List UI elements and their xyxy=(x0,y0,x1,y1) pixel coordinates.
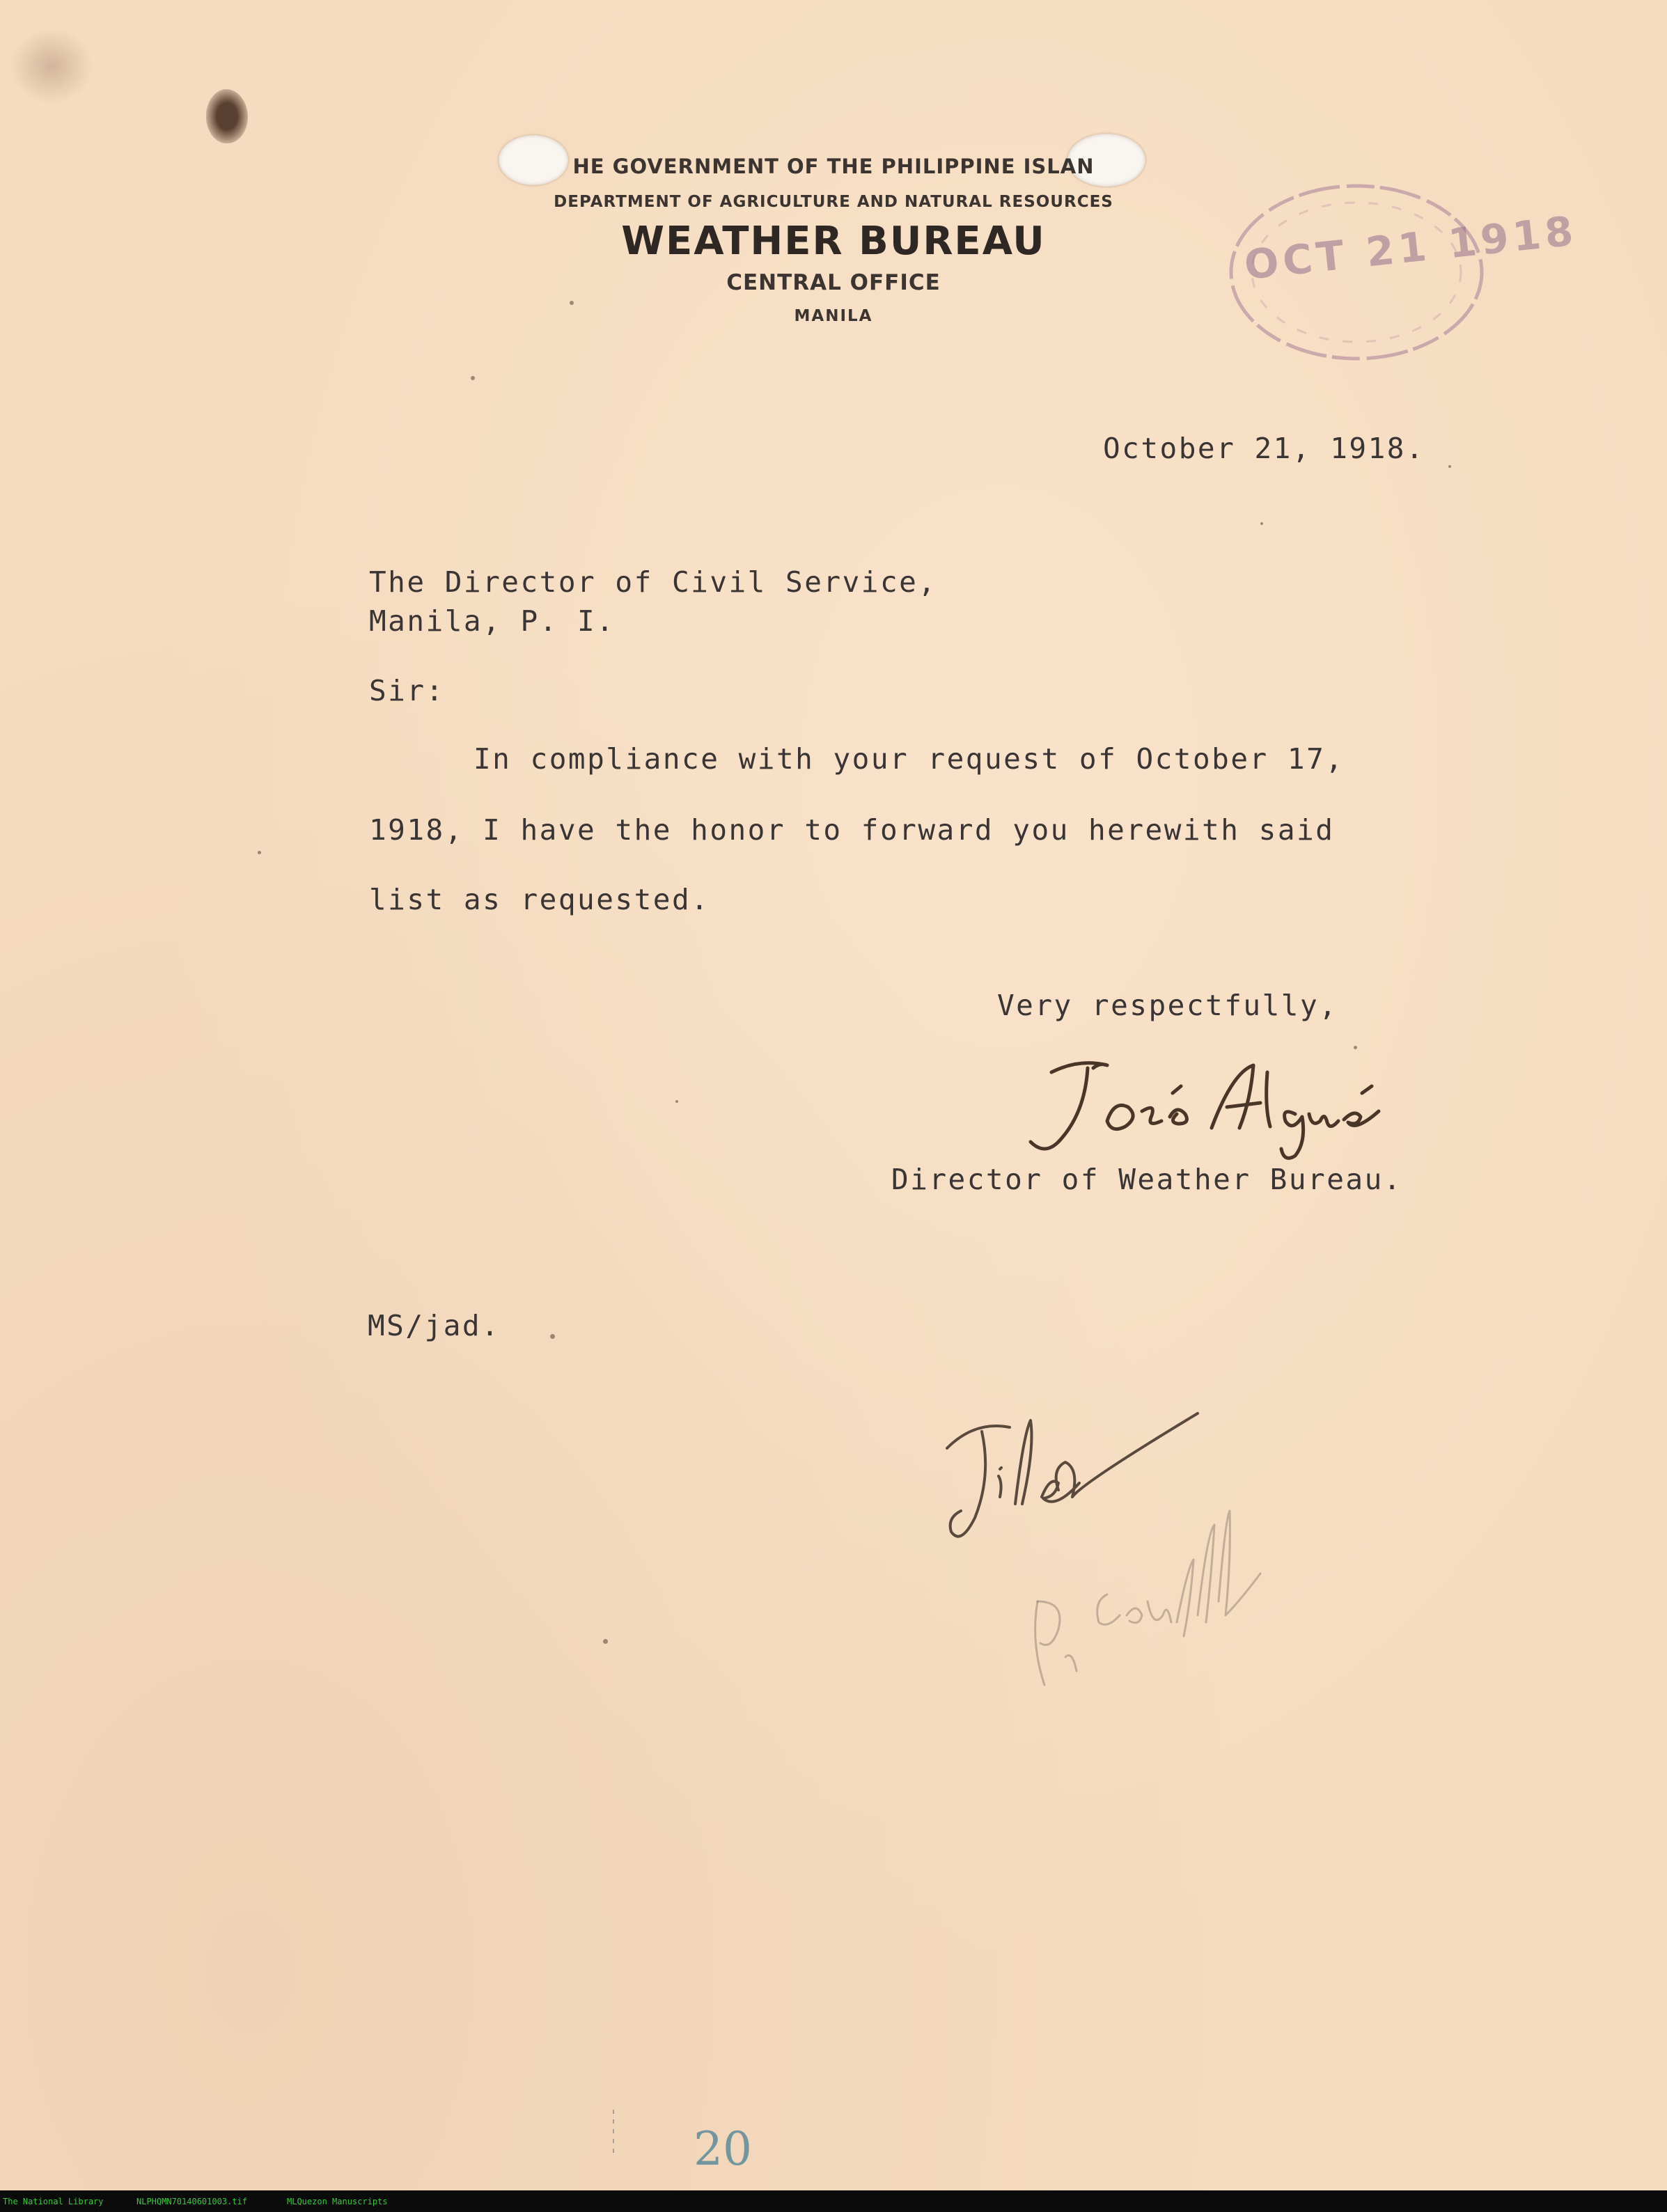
paper-speck xyxy=(570,301,574,305)
stamp-date: OCT 21 1918 xyxy=(1242,207,1580,289)
recipient-line-2: Manila, P. I. xyxy=(369,604,616,638)
letter-date: October 21, 1918. xyxy=(1103,432,1425,465)
letterhead-department: DEPARTMENT OF AGRICULTURE AND NATURAL RESOURCES xyxy=(554,193,1113,211)
footer-collection: MLQuezon Manuscripts xyxy=(287,2197,388,2206)
recipient-line-1: The Director of Civil Service, xyxy=(369,565,937,599)
letterhead-office: CENTRAL OFFICE xyxy=(726,270,941,295)
paper-stain xyxy=(10,28,93,104)
paper-speck xyxy=(1260,522,1263,525)
complimentary-close: Very respectfully, xyxy=(997,989,1338,1022)
body-line: 1918, I have the honor to forward you herewith said xyxy=(369,813,1335,847)
burn-mark xyxy=(206,89,248,143)
letterhead-city: MANILA xyxy=(794,307,873,325)
paper-speck xyxy=(1354,1046,1357,1049)
handwritten-annotation xyxy=(933,1393,1490,1727)
paper-speck xyxy=(550,1334,555,1339)
scan-footer xyxy=(0,2190,1667,2212)
paper-speck xyxy=(258,851,261,854)
body-line: In compliance with your request of October 17, xyxy=(474,742,1345,776)
letterhead-bureau: WEATHER BUREAU xyxy=(621,219,1046,264)
paper-speck xyxy=(675,1100,678,1103)
salutation: Sir: xyxy=(369,674,445,707)
handwritten-signature xyxy=(1003,1044,1421,1170)
footer-filename: NLPHQMN70140601003.tif xyxy=(136,2197,247,2206)
pencil-mark xyxy=(610,2110,617,2158)
reference-initials: MS/jad. xyxy=(368,1309,501,1342)
paper-speck xyxy=(1448,465,1451,468)
body-line: list as requested. xyxy=(369,883,710,916)
paper-speck xyxy=(603,1639,608,1644)
page-number: 20 xyxy=(694,2122,752,2176)
signer-title: Director of Weather Bureau. xyxy=(891,1163,1402,1196)
footer-library: The National Library xyxy=(3,2197,104,2206)
letterhead-government: HE GOVERNMENT OF THE PHILIPPINE ISLAN xyxy=(572,155,1095,178)
paper-speck xyxy=(471,376,475,380)
